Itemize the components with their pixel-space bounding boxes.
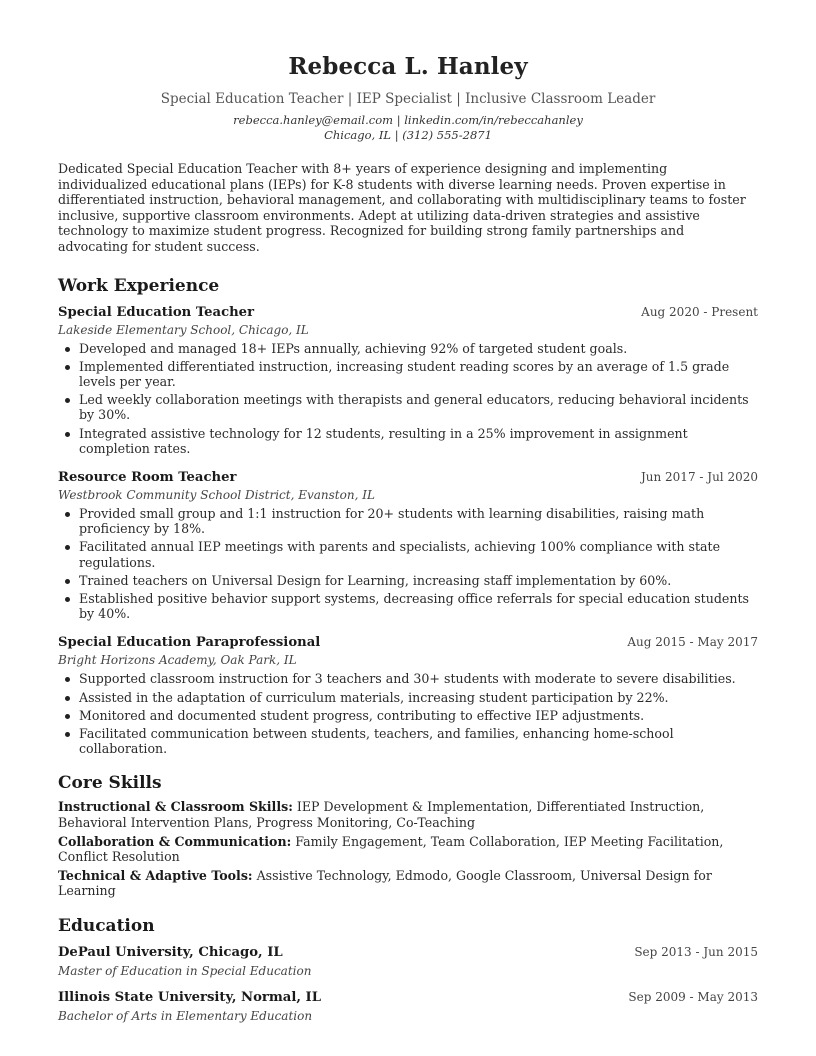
contact-location-phone: Chicago, IL | (312) 555-2871 xyxy=(324,128,492,142)
bullet-item: Facilitated annual IEP meetings with parents and specialists, achieving 100% compliance with state regulations. xyxy=(79,539,758,569)
job-bullets xyxy=(58,671,758,756)
candidate-name: Rebecca L. Hanley xyxy=(288,53,528,80)
bullet-item: Monitored and documented student progress, contributing to effective IEP adjustments. xyxy=(79,708,758,723)
bullet-item: Led weekly collaboration meetings with therapists and general educators, reducing behavioral incidents by 30%. xyxy=(79,392,758,422)
bullet-item: Developed and managed 18+ IEPs annually, achieving 92% of targeted student goals. xyxy=(79,341,758,356)
bullet-item: Provided small group and 1:1 instruction for 20+ students with learning disabilities, raising math proficiency by 18%. xyxy=(79,506,758,536)
education-school: DePaul University, Chicago, IL xyxy=(58,944,283,960)
skill-group xyxy=(58,799,758,829)
education-school: Illinois State University, Normal, IL xyxy=(58,989,321,1005)
skill-group-text: Assistive Technology, Edmodo, Google Classroom, Universal Design for Learning xyxy=(58,868,712,899)
job-dates: Aug 2015 - May 2017 xyxy=(627,635,758,650)
job-organization: Bright Horizons Academy, Oak Park, IL xyxy=(58,653,297,668)
job-dates: Aug 2020 - Present xyxy=(641,304,758,319)
education-dates: Sep 2013 - Jun 2015 xyxy=(634,944,758,959)
job-entry xyxy=(58,633,758,756)
job-dates: Jun 2017 - Jul 2020 xyxy=(640,469,758,484)
resume-page xyxy=(58,52,758,1033)
job-bullets xyxy=(58,506,758,621)
bullet-item: Supported classroom instruction for 3 teachers and 30+ students with moderate to severe disabilities. xyxy=(79,671,758,686)
bullet-item: Facilitated communication between students, teachers, and families, enhancing home-school collaboration. xyxy=(79,726,758,756)
job-bullets xyxy=(58,341,758,456)
bullet-item: Integrated assistive technology for 12 students, resulting in a 25% improvement in assignment completion rates. xyxy=(79,426,758,456)
skill-group xyxy=(58,868,758,898)
skill-group-label: Instructional & Classroom Skills: xyxy=(58,799,293,815)
skill-group-label: Technical & Adaptive Tools: xyxy=(58,868,253,884)
section-title-education: Education xyxy=(58,915,155,936)
skill-group-label: Collaboration & Communication: xyxy=(58,833,292,849)
job-organization: Lakeside Elementary School, Chicago, IL xyxy=(58,322,309,337)
bullet-item: Trained teachers on Universal Design for Learning, increasing staff implementation by 60%. xyxy=(79,573,758,588)
section-title-work-experience: Work Experience xyxy=(58,275,220,296)
job-organization: Westbrook Community School District, Evanston, IL xyxy=(58,487,375,502)
education-entry xyxy=(58,988,758,1024)
skill-group-text: Family Engagement, Team Collaboration, IEP Meeting Facilitation, Conflict Resolution xyxy=(58,833,724,865)
job-title: Special Education Paraprofessional xyxy=(58,635,321,651)
bullet-item: Implemented differentiated instruction, increasing student reading scores by an average of 1.5 grade levels per year. xyxy=(79,359,758,389)
section-title-core-skills: Core Skills xyxy=(58,773,162,794)
bullet-item: Assisted in the adaptation of curriculum materials, increasing student participation by 22%. xyxy=(79,690,758,705)
job-entry xyxy=(58,303,758,456)
headline: Special Education Teacher | IEP Specialist | Inclusive Classroom Leader xyxy=(160,91,656,107)
skill-group xyxy=(58,834,758,864)
education-degree: Bachelor of Arts in Elementary Education xyxy=(58,1008,313,1023)
education-entry xyxy=(58,943,758,979)
education-dates: Sep 2009 - May 2013 xyxy=(628,989,758,1004)
bullet-item: Established positive behavior support systems, decreasing office referrals for special education students by 40%. xyxy=(79,591,758,621)
job-title: Special Education Teacher xyxy=(58,304,255,320)
professional-summary: Dedicated Special Education Teacher with 8+ years of experience designing and implementing individualized educational plans (IEPs) for K-8 students with diverse learning needs. Proven expertise in differentiated instruction, behavioral management, and collaborating with multidisciplinary teams to foster inclusive, supportive classroom environments. Adept at utilizing data-driven strategies and assistive technology to maximize student progress. Recognized for building strong family partnerships and advocating for student success. xyxy=(58,161,746,254)
skill-group-text: IEP Development & Implementation, Differentiated Instruction, Behavioral Intervention Plans, Progress Monitoring, Co-Teaching xyxy=(58,799,705,830)
job-entry xyxy=(58,468,758,621)
job-title: Resource Room Teacher xyxy=(58,469,237,485)
contact-email-linkedin: rebecca.hanley@email.com | linkedin.com/in/rebeccahanley xyxy=(233,113,583,127)
education-degree: Master of Education in Special Education xyxy=(58,963,312,978)
